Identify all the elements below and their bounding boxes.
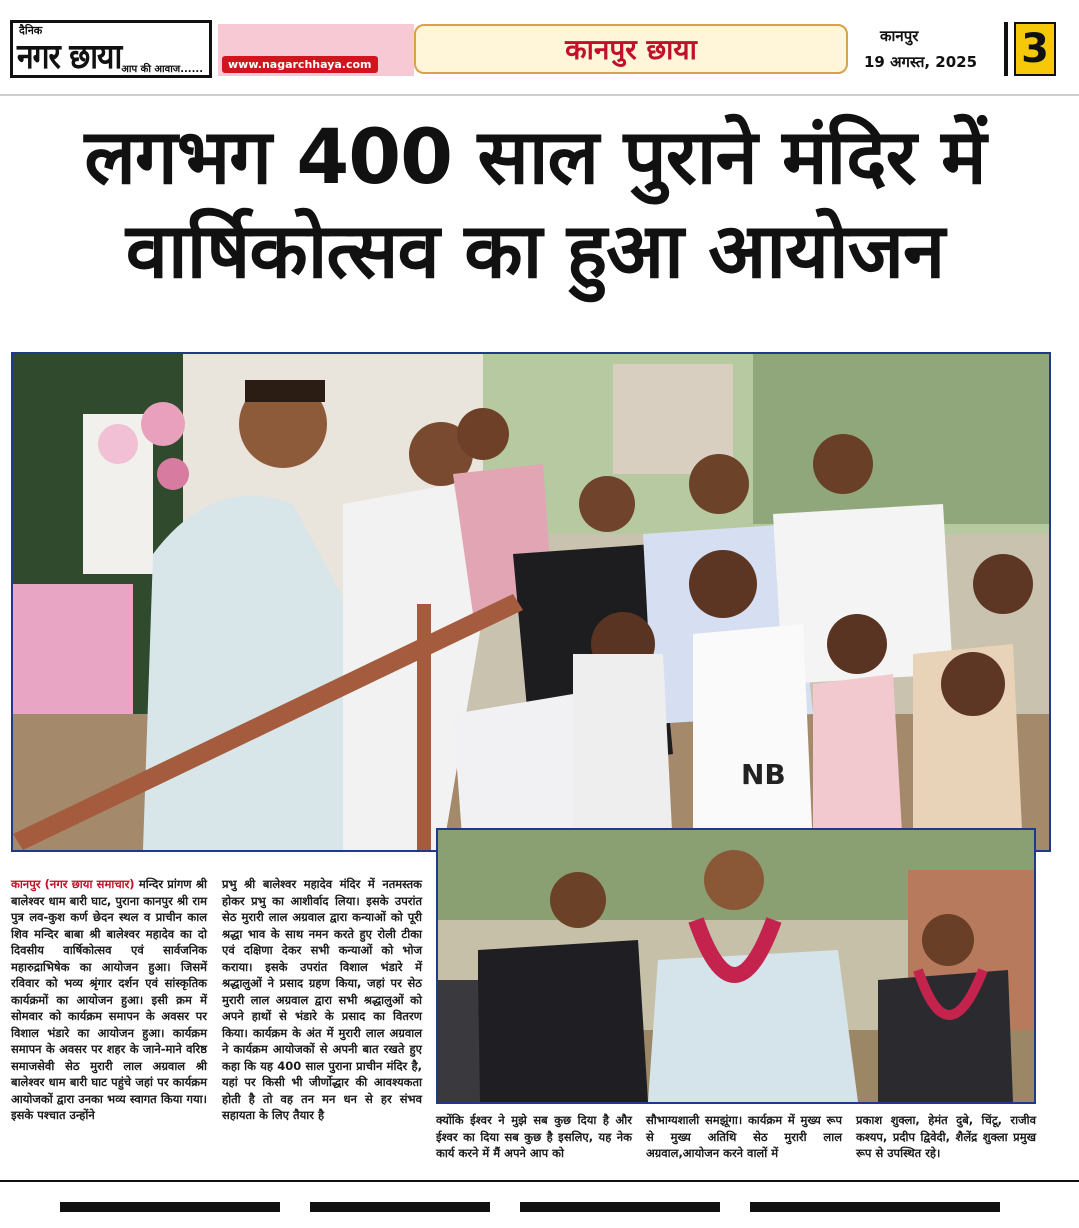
article-text-5: प्रकाश शुक्ला, हेमंत दुबे, चिंटू, राजीव कश्यप, प्रदीप द्विवेदी, शैलेंद्र शुक्ला प्रमुख रूप से उपस्थित रहे। [856,1113,1036,1160]
main-photo-illustration [13,354,1049,850]
cropped-headline-tops [40,1188,1040,1228]
inset-photo-illustration [438,830,1034,1102]
dateline-city: कानपुर [880,27,919,45]
logo-name: नगर छाया [17,36,122,77]
article-column-2 [222,876,422,1124]
next-headline-cropped [40,1188,1040,1228]
website-url: www.nagarchhaya.com [222,56,378,73]
logo-prefix: दैनिक [19,24,43,37]
article-column-4 [646,1112,842,1162]
page-number: 3 [1014,22,1056,76]
headline-line-1: लगभग 400 साल पुराने मंदिर में [84,112,986,201]
newspaper-logo [10,20,212,78]
article-text-3: क्योंकि ईश्वर ने मुझे सब कुछ दिया है और ईश्वर का दिया सब कुछ है इसलिए, यह नेक कार्य करने में मैं अपने आप को [436,1113,632,1160]
shirt-print: NB [741,758,786,791]
inset-photo [436,828,1036,1104]
article-column-5 [856,1112,1036,1162]
masthead [10,20,1056,80]
article-text-2: प्रभु श्री बालेश्वर महादेव मंदिर में नतमस्तक होकर प्रभु का आशीर्वाद लिया। इसके उपरांत सेठ मुरारी लाल अग्रवाल द्वारा कन्याओं को पूरी श्रद्धा भाव के साथ नमन करते हुए रोली टीका एवं दक्षिणा देकर सभी कन्याओं को भोज कराया। इसके उपरांत विशाल भंडारे में श्रद्धालुओं ने प्रसाद ग्रहण किया, जहां पर सेठ मुरारी लाल अग्रवाल द्वारा सभी श्रद्धालुओं को अपने हाथों से भंडारे के प्रसाद का वितरण किया। कार्यक्रम के अंत में मुरारी लाल अग्रवाल ने कार्यक्रम आयोजकों से अपनी बात रखते हुए कहा कि यह 400 साल पुराना प्राचीन मंदिर है, यहां पर किसी भी जीर्णोद्धार की आवश्यकता होती है तो वह तन मन धन से हर संभव सहायता के लिए तैयार है [222,877,422,1122]
article-text-4: सौभाग्यशाली समझूंगा। कार्यक्रम में मुख्य रूप से मुख्य अतिथि सेठ मुरारी लाल अग्रवाल,आयोजन करने वालों में [646,1113,842,1160]
main-photo [11,352,1051,852]
article-text-1: मन्दिर प्रांगण श्री बालेश्वर धाम बारी घाट, पुराना कानपुर श्री राम पुत्र लव-कुश कर्ण छेदन स्थल व प्राचीन काल शिव मन्दिर बाबा श्री बालेश्वर महादेव का दो दिवसीय वार्षिकोत्सव एवं सार्वजनिक महारुद्राभिषेक का आयोजन हुआ। जिसमें रविवार को भव्य श्रृंगार दर्शन एवं सांस्कृतिक कार्यक्रमों का आयोजन हुआ। इसी क्रम में सोमवार को कार्यक्रम समापन के अवसर पर विशाल भंडारे का आयोजन हुआ। कार्यक्रम समापन के अवसर पर शहर के जाने-माने वरिष्ठ समाजसेवी सेठ मुरारी लाल अग्रवाल श्री बालेश्वर धाम बारी घाट पहुंचे जहां पर कार्यक्रम आयोजकों द्वारा उनका भव्य स्वागत किया गया। इसके पश्चात उन्होंने [11,877,207,1122]
section-title: कानपुर छाया [565,33,697,66]
url-strip [218,24,414,76]
byline: कानपुर (नगर छाया समाचार) [11,877,135,891]
masthead-divider [1004,22,1008,76]
top-rule [0,94,1079,96]
logo-tagline: आप की आवाज...... [121,64,203,75]
dateline [856,24,1006,76]
section-banner [414,24,848,74]
bottom-rule [0,1180,1079,1182]
headline [10,110,1060,298]
article-column-1 [11,876,207,1124]
headline-line-2: वार्षिकोत्सव का हुआ आयोजन [125,206,945,295]
article-column-3 [436,1112,632,1162]
dateline-date: 19 अगस्त, 2025 [864,53,978,71]
